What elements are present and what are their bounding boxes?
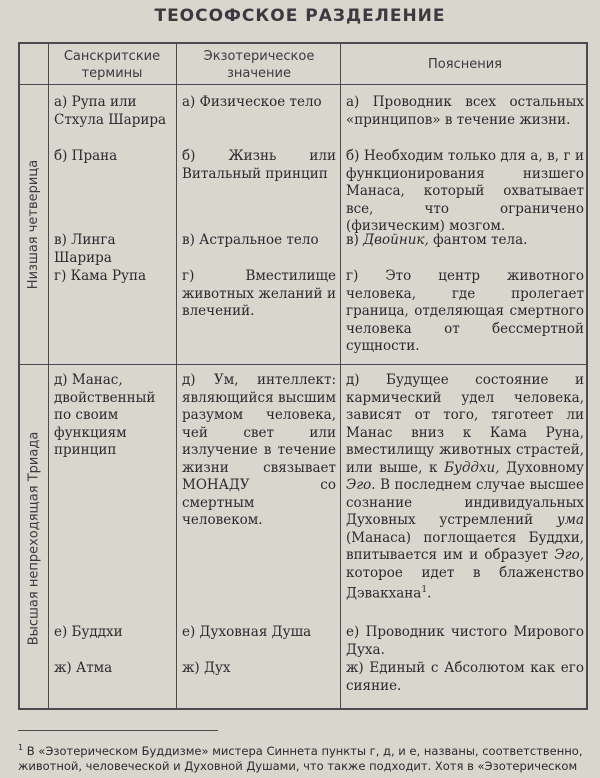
note-cell: д) Будущее состояние и кармический удел человека, зависят от того, тяготеет ли Манас вниз к Кама Руна, вместилищу животных страстей, или выше, к Буддхи, Духовному Эго. В последнем случае высшее сознание индивидуальных Духовных устремлений ума (Манаса) поглощается Буддхи, впитывается им и образует Эго, которое идет в блаженство Дэвакхана$^1$. bbox=[346, 372, 585, 602]
group-divider bbox=[20, 364, 586, 365]
column-divider bbox=[176, 44, 177, 708]
meaning-cell: д) Ум, интеллект: являющийся высшим разумом человека, чей свет или излучение в течение жизни связывает МОНАДУ со смертным человеком. bbox=[182, 372, 336, 528]
term-cell: ж) Атма bbox=[54, 660, 113, 676]
term-cell: г) Кама Рупа bbox=[54, 268, 147, 284]
meaning-cell: е) Духовная Душа bbox=[182, 624, 312, 640]
meaning-cell: ж) Дух bbox=[182, 660, 231, 676]
division-table bbox=[18, 42, 588, 710]
note-cell: г) Это центр животного человека, где пролегает граница, отделяющая смертного человека от бессмертной сущности. bbox=[346, 268, 584, 354]
footnote-ref: 1 bbox=[421, 585, 428, 595]
note-cell: а) Проводник всех остальных «принципов» в течение жизни. bbox=[346, 94, 584, 128]
header-divider bbox=[20, 84, 586, 85]
page-title: ТЕОСОФСКОЕ РАЗДЕЛЕНИЕ bbox=[154, 6, 446, 26]
group-label-upper: Высшая непреходящая Триада bbox=[26, 431, 42, 645]
term-cell: в) Линга Шарира bbox=[54, 232, 116, 266]
footnote: $^1$ В «Эзотерическом Буддизме» мистера Синнета пункты г, д, и е, названы, соответственно, животной, человеческой и Духовной Душами, что также подходит. Хотя в «Эзотерическом bbox=[18, 743, 583, 773]
footnote-mark: 1 bbox=[18, 743, 24, 752]
meaning-cell: б) Жизнь или Витальный принцип bbox=[182, 148, 336, 182]
term-cell: д) Манас, двойственный по своим функциям принцип bbox=[54, 372, 156, 458]
term-cell: б) Прана bbox=[54, 148, 118, 164]
column-divider bbox=[48, 44, 49, 708]
term-cell: а) Рупа или Стхула Шарира bbox=[54, 94, 167, 128]
header-exoteric: Экзотерическое значение bbox=[203, 49, 315, 81]
term-cell: е) Буддхи bbox=[54, 624, 123, 640]
column-divider bbox=[340, 44, 341, 708]
meaning-cell: в) Астральное тело bbox=[182, 232, 319, 248]
footnote-rule bbox=[18, 730, 218, 731]
header-sanskrit: Санскритские термины bbox=[63, 49, 161, 81]
note-cell: в) Двойник, фантом тела. bbox=[346, 232, 528, 248]
note-cell: е) Проводник чистого Мирового Духа. bbox=[346, 624, 584, 658]
note-cell: б) Необходим только для а, в, г и функционирования низшего Манаса, который охватывает все, что ограничено (физическим) мозгом. bbox=[346, 148, 584, 234]
group-label-lower: Низшая четверица bbox=[26, 159, 42, 289]
meaning-cell: а) Физическое тело bbox=[182, 94, 322, 110]
note-cell: ж) Единый с Абсолютом как его сияние. bbox=[346, 660, 584, 694]
meaning-cell: г) Вместилище животных желаний и влечений. bbox=[182, 268, 336, 319]
header-explanation: Пояснения bbox=[428, 57, 502, 72]
